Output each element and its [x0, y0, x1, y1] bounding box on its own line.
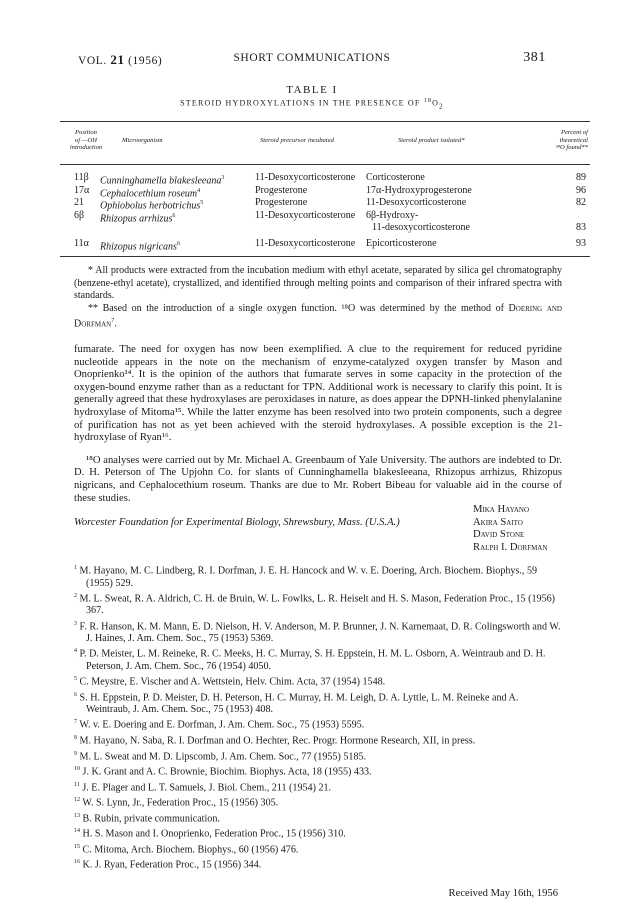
table-header-rule: [60, 164, 590, 165]
reference-text: H. S. Mason and I. Onoprienko, Federation Proc., 15 (1956) 310.: [82, 828, 346, 840]
reference-item: [74, 673, 562, 689]
table-bottom-rule: [60, 256, 590, 257]
organism-name: Rhizopus nigricans: [100, 241, 177, 253]
cell-precursor: 11-Desoxycorticosterone: [255, 238, 356, 249]
organism-name: Cephalocethium roseum: [100, 187, 198, 199]
organism-ref: 6: [176, 241, 180, 247]
reference-item: [74, 732, 562, 748]
reference-number: 5: [74, 676, 77, 683]
cell-percent: 89: [576, 172, 586, 183]
header-position-line: of —OH: [74, 136, 98, 144]
reference-text: M. L. Sweat, R. A. Aldrich, C. H. de Bruin, W. L. Fowlks, L. R. Heiselt and H. S. Mason, Federation Proc., 15 (1956) 367.: [79, 593, 556, 617]
reference-item: [74, 716, 562, 732]
reference-text: W. S. Lynn, Jr., Federation Proc., 15 (1956) 305.: [82, 797, 279, 809]
reference-number: 4: [74, 648, 77, 655]
organism-ref: 4: [197, 187, 201, 194]
cell-precursor: 11-Desoxycorticosterone: [255, 172, 356, 183]
reference-text: M. Hayano, N. Saba, R. I. Dorfman and O. Hechter, Rec. Progr. Hormone Research, XII, in press.: [79, 735, 476, 747]
page-number: 381: [523, 50, 546, 65]
reference-number: 15: [74, 843, 80, 850]
author-name: David Stone: [473, 529, 525, 541]
cell-product: 11-desoxycorticosterone: [372, 222, 470, 233]
reference-text: M. L. Sweat and M. D. Lipscomb, J. Am. Chem. Soc., 77 (1955) 5185.: [79, 750, 367, 762]
footnote-2-authors: Doering and Dorfman: [74, 302, 562, 330]
table-row: [60, 222, 590, 234]
volume-number: 21: [110, 52, 125, 67]
affiliation: Worcester Foundation for Experimental Biology, Shrewsbury, Mass. (U.S.A.): [74, 516, 400, 528]
reference-text: C. Meystre, E. Vischer and A. Wettstein, Helv. Chim. Acta, 37 (1954) 1548.: [79, 676, 386, 688]
reference-item: [74, 562, 562, 590]
cell-organism: [100, 238, 180, 253]
reference-number: 14: [74, 828, 80, 835]
cell-position: 11β: [74, 172, 89, 183]
cell-percent: 82: [576, 197, 586, 208]
footnote-2-text: ** Based on the introduction of a single oxygen function. ¹⁸O was determined by the method of: [88, 302, 504, 314]
volume-prefix: VOL.: [78, 55, 107, 67]
reference-number: 3: [74, 620, 77, 627]
cell-product: 17α-Hydroxyprogesterone: [366, 184, 472, 196]
reference-list: [74, 562, 562, 872]
reference-number: 9: [74, 750, 77, 757]
reference-item: [74, 810, 562, 826]
body-text: [74, 344, 562, 505]
reference-number: 1: [74, 565, 77, 571]
organism-ref: 3: [221, 175, 225, 181]
header-percent-line: ¹⁸O found**: [555, 144, 588, 151]
reference-text: B. Rubin, private communication.: [82, 813, 220, 825]
reference-number: 2: [74, 592, 77, 599]
reference-text: W. v. E. Doering and E. Dorfman, J. Am. Chem. Soc., 75 (1953) 5595.: [79, 719, 365, 731]
acknowledgement-paragraph: ¹⁸O analyses were carried out by Mr. Michael A. Greenbaum of Yale University. The authors are indebted to Dr. D. H. Peterson of The Upjohn Co. for slants of Cunninghamella blakesleeana, Rhizopus arrhizus, Rhizopus nigricans, and Cephalocethium roseum. Thanks are due to Mr. Robert Bibeau for valuable aid in the course of these studies.: [74, 454, 562, 504]
reference-text: S. H. Eppstein, P. D. Meister, D. H. Peterson, H. C. Murray, H. M. Leigh, D. A. Lyttle, L. M. Reineke and A. Weintraub, J. Am. Chem. Soc., 75 (1953) 408.: [79, 691, 519, 716]
reference-text: C. Mitoma, Arch. Biochem. Biophys., 60 (1956) 476.: [82, 844, 299, 856]
reference-item: [74, 825, 562, 841]
organism-name: Cunninghamella blakesleeana: [100, 175, 222, 187]
cell-position: 21: [74, 197, 84, 208]
reference-item: [74, 856, 562, 872]
cell-position: 11α: [74, 238, 89, 249]
table-header: [60, 127, 590, 163]
header-percent-line: Percent of: [560, 129, 588, 136]
reference-number: 10: [74, 766, 80, 773]
reference-number: 16: [74, 859, 80, 866]
cell-product: 6β-Hydroxy-: [366, 209, 419, 221]
author-name: Ralph I. Dorfman: [473, 541, 548, 553]
reference-item: [74, 841, 562, 857]
reference-number: 8: [74, 734, 77, 741]
table-top-rule: [60, 121, 590, 122]
header-position: [66, 129, 106, 152]
footnote-2-end: .: [114, 318, 117, 330]
reference-number: 12: [74, 797, 80, 804]
reference-number: 7: [74, 719, 77, 726]
cell-precursor: Progesterone: [255, 184, 308, 196]
reference-item: [74, 689, 562, 717]
reference-text: K. J. Ryan, Federation Proc., 15 (1956) 344.: [82, 859, 262, 871]
reference-item: [74, 618, 562, 646]
footnote-2: [74, 303, 562, 332]
reference-item: [74, 748, 562, 764]
reference-text: M. Hayano, M. C. Lindberg, R. I. Dorfman, J. E. H. Hancock and W. v. E. Doering, Arch. Biochem. Biophys., 59 (1955) 529.: [79, 565, 538, 589]
caption-element: O: [432, 98, 440, 108]
reference-item: [74, 645, 562, 673]
cell-product: 11-Desoxycorticosterone: [366, 197, 467, 208]
cell-precursor: Progesterone: [255, 197, 308, 208]
header-position-line: Position: [75, 129, 97, 136]
reference-text: J. K. Grant and A. C. Brownie, Biochim. Biophys. Acta, 18 (1955) 433.: [82, 766, 372, 778]
header-percent: [556, 129, 588, 152]
reference-item: [74, 590, 562, 618]
table-caption: [0, 98, 624, 110]
reference-text: F. R. Hanson, K. M. Mann, E. D. Nielson, H. V. Anderson, M. P. Brunner, J. N. Karnemaat, D. R. Colingsworth and W. J. Haines, J. Am. Chem. Soc., 75 (1953) 5369.: [79, 620, 561, 645]
organism-ref: 5: [200, 200, 204, 206]
cell-position: 17α: [74, 184, 90, 196]
cell-position: 6β: [74, 209, 85, 221]
volume-year: (1956): [128, 55, 163, 67]
footnote-1: * All products were extracted from the incubation medium with ethyl acetate, separated by silica gel chromatography (benzene-ethyl acetate), crystallized, and identified through melting points and comparison of their infrared spectra with standards.: [74, 265, 562, 302]
reference-number: 13: [74, 812, 80, 819]
caption-text: STEROID HYDROXYLATIONS IN THE PRESENCE OF: [180, 98, 421, 108]
table-row: [60, 197, 590, 212]
reference-item: [74, 794, 562, 810]
organism-name: Rhizopus arrhizus: [100, 212, 173, 224]
table-row: [60, 185, 590, 197]
author-name: Akira Saito: [473, 516, 523, 528]
cell-product: Corticosterone: [366, 172, 425, 183]
table-row: [60, 210, 590, 222]
header-percent-line: theoretical: [559, 136, 588, 144]
author-list: [473, 504, 547, 554]
table-row: [60, 172, 590, 187]
table-footnotes: [74, 265, 562, 331]
received-date: Received May 16th, 1956: [448, 888, 558, 899]
header-precursor: Steroid precursor incubated: [260, 137, 334, 144]
reference-number: 6: [74, 691, 77, 698]
author-name: Mika Hayano: [473, 504, 530, 515]
header-product: Steroid product isolated*: [398, 137, 465, 144]
body-paragraph: fumarate. The need for oxygen has now been exemplified. A clue to the requirement for reduced pyridine nucleotide appears in the note on the mechanism of enzyme-catalyzed oxygen transfer by Mason and Onoprienko¹⁴. It is the opinion of the authors that fumarate serves in some capacity in the protection of the oxygen-bound enzyme rather than as a reductant for TPN. Additional work is necessary to clarify this point. It is generally agreed that these hydroxylases are peroxidases in nature, as does appear the DPNH-linked phenylalanine hydroxylase of Mitoma¹⁵. While the latter enzyme has been resolved into two protein components, such a degree of purification has not as yet been achieved with the steroid hydroxylases. A possible exception is the 21-hydroxylase of Ryan¹⁶.: [74, 344, 562, 444]
cell-precursor: 11-Desoxycorticosterone: [255, 209, 356, 221]
reference-text: P. D. Meister, L. M. Reineke, R. C. Meeks, H. C. Murray, S. H. Eppstein, H. M. L. Osborn, A. Weintraub and D. H. Peterson, J. Am. Chem. Soc., 76 (1954) 4050.: [79, 648, 546, 672]
reference-item: [74, 763, 562, 779]
organism-ref: 6: [172, 212, 176, 219]
caption-subscript: 2: [439, 102, 444, 111]
cell-percent: 93: [576, 238, 586, 249]
header-position-line: introduction: [69, 144, 103, 151]
reference-number: 11: [74, 781, 80, 788]
caption-isotope-mass: 18: [423, 98, 433, 104]
footnote-2-ref: 7: [111, 318, 115, 325]
running-head: [78, 52, 546, 72]
cell-percent: 83: [576, 222, 586, 233]
header-microorganism: Microorganism: [122, 137, 163, 144]
cell-percent: 96: [576, 184, 586, 196]
table-title: TABLE I: [286, 84, 338, 96]
reference-item: [74, 779, 562, 795]
organism-name: Ophiobolus herbotrichus: [100, 200, 201, 212]
cell-product: Epicorticosterone: [366, 238, 437, 249]
table-row: [60, 238, 590, 253]
section-title: SHORT COMMUNICATIONS: [233, 52, 391, 64]
reference-text: J. E. Plager and L. T. Samuels, J. Biol. Chem., 211 (1954) 21.: [82, 782, 332, 793]
